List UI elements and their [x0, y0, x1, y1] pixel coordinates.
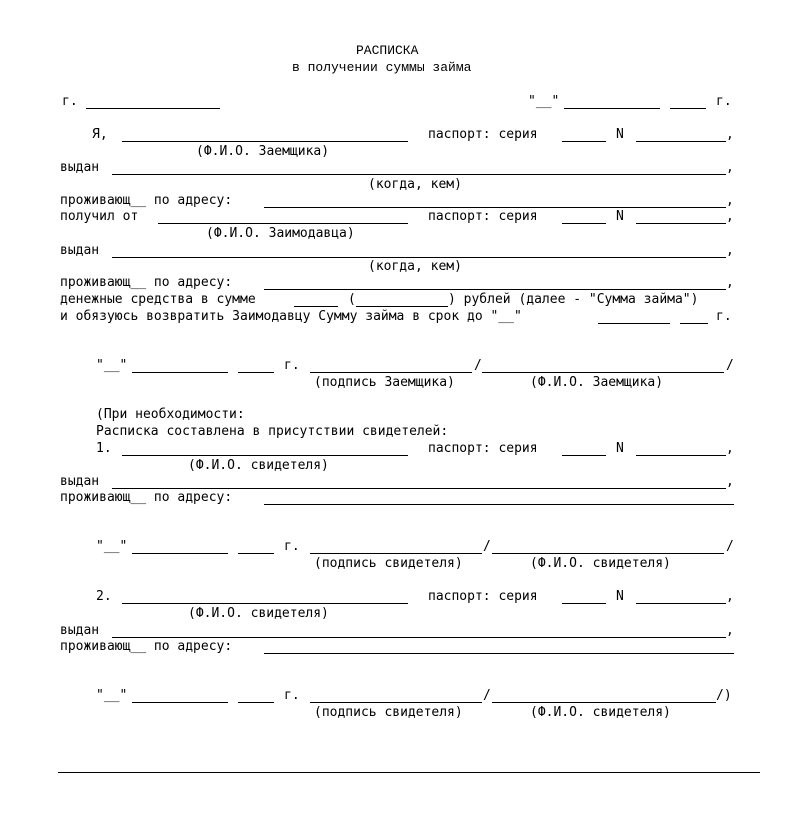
- amount-words-field[interactable]: [356, 306, 448, 307]
- borrower-issued-field[interactable]: [112, 174, 726, 175]
- witness-1-sig-year-field[interactable]: [238, 553, 274, 554]
- comma: ,: [726, 441, 734, 456]
- amount-paren-open: (: [348, 292, 356, 307]
- lender-received-from-label: получил от: [60, 209, 139, 224]
- witness-2-issued-label: выдан: [60, 623, 100, 638]
- borrower-signature-field[interactable]: [310, 372, 472, 373]
- comma: ,: [726, 193, 734, 208]
- borrower-passport-number-field[interactable]: [636, 141, 726, 142]
- borrower-sig-year-suffix: г.: [284, 358, 300, 373]
- slash: /: [483, 539, 491, 554]
- witness-2-residing-label: проживающ__ по адресу:: [60, 639, 233, 654]
- witness-2-passport-series-label: паспорт: серия: [428, 589, 538, 604]
- borrower-signature-caption: (подпись Заемщика): [314, 375, 455, 390]
- document-subtitle: в получении суммы займа: [292, 60, 472, 75]
- witness-2-passport-number-field[interactable]: [636, 603, 726, 604]
- amount-number-field[interactable]: [294, 306, 338, 307]
- borrower-issued-label: выдан: [60, 160, 100, 175]
- lender-issued-label: выдан: [60, 243, 100, 258]
- witness-2-signature-caption: (подпись свидетеля): [314, 705, 463, 720]
- repayment-year-field[interactable]: [680, 323, 708, 324]
- witness-2-issued-field[interactable]: [112, 637, 726, 638]
- borrower-sig-year-field[interactable]: [238, 372, 274, 373]
- borrower-sig-day-quote: "__": [96, 358, 128, 373]
- witnesses-drawn-up: Расписка составлена в присутствии свидетелей:: [96, 424, 449, 439]
- borrower-passport-series-label: паспорт: серия: [428, 127, 538, 142]
- witness-1-passport-series-field[interactable]: [562, 455, 606, 456]
- borrower-sig-month-field[interactable]: [132, 372, 228, 373]
- comma: ,: [726, 623, 734, 638]
- borrower-sig-fio-caption: (Ф.И.О. Заемщика): [530, 375, 664, 390]
- footer-divider: [58, 772, 760, 773]
- borrower-residing-label: проживающ__ по адресу:: [60, 193, 233, 208]
- borrower-address-field[interactable]: [264, 207, 726, 208]
- date-day-quote: "__": [528, 94, 560, 109]
- witness-1-sig-year-suffix: г.: [284, 539, 300, 554]
- witness-2-sig-year-field[interactable]: [238, 702, 274, 703]
- witness-1-issued-field[interactable]: [112, 488, 726, 489]
- slash: /: [726, 358, 734, 373]
- witness-1-fio-caption: (Ф.И.О. свидетеля): [188, 458, 329, 473]
- witness-1-passport-n-label: N: [616, 441, 624, 456]
- date-year-field[interactable]: [670, 108, 706, 109]
- witness-1-number: 1.: [96, 441, 112, 456]
- witness-1-signature-field[interactable]: [310, 553, 482, 554]
- city-field[interactable]: [86, 108, 220, 109]
- borrower-fio-caption: (Ф.И.О. Заемщика): [196, 144, 330, 159]
- comma: ,: [726, 275, 734, 290]
- borrower-passport-series-field[interactable]: [562, 141, 606, 142]
- witness-2-sig-day-quote: "__": [96, 688, 128, 703]
- witness-1-issued-label: выдан: [60, 474, 100, 489]
- comma: ,: [726, 209, 734, 224]
- witness-2-fio-field[interactable]: [122, 603, 408, 604]
- repayment-month-field[interactable]: [598, 323, 670, 324]
- witness-2-sig-year-suffix: г.: [284, 688, 300, 703]
- comma: ,: [726, 243, 734, 258]
- witness-1-sig-month-field[interactable]: [132, 553, 228, 554]
- lender-address-field[interactable]: [264, 289, 726, 290]
- borrower-sig-fio-field[interactable]: [482, 372, 724, 373]
- witness-2-signature-field[interactable]: [310, 702, 482, 703]
- comma: ,: [726, 474, 734, 489]
- witness-2-fio-caption: (Ф.И.О. свидетеля): [188, 606, 329, 621]
- slash: /: [483, 688, 491, 703]
- lender-issued-field[interactable]: [112, 257, 726, 258]
- city-prefix: г.: [62, 94, 78, 109]
- witness-1-end-mark: /: [726, 539, 734, 554]
- borrower-ya: Я,: [92, 127, 108, 142]
- lender-passport-series-field[interactable]: [562, 223, 606, 224]
- funds-in-sum-label: денежные средства в сумме: [60, 292, 256, 307]
- lender-fio-field[interactable]: [158, 223, 408, 224]
- witness-1-sig-day-quote: "__": [96, 539, 128, 554]
- lender-passport-series-label: паспорт: серия: [428, 209, 538, 224]
- witness-1-sig-fio-field[interactable]: [492, 553, 724, 554]
- witnesses-if-necessary: (При необходимости:: [96, 407, 245, 422]
- witness-2-passport-n-label: N: [616, 589, 624, 604]
- witness-1-fio-field[interactable]: [122, 455, 408, 456]
- comma: ,: [726, 160, 734, 175]
- date-month-field[interactable]: [564, 108, 660, 109]
- date-year-suffix: г.: [716, 94, 732, 109]
- witness-2-passport-series-field[interactable]: [562, 603, 606, 604]
- lender-passport-number-field[interactable]: [636, 223, 726, 224]
- witness-2-sig-month-field[interactable]: [132, 702, 228, 703]
- lender-when-by-whom-caption: (когда, кем): [368, 259, 462, 274]
- witness-2-address-field[interactable]: [264, 653, 734, 654]
- borrower-fio-field[interactable]: [122, 141, 408, 142]
- witness-2-sig-fio-field[interactable]: [492, 702, 716, 703]
- repayment-obligation-label: и обязуюсь возвратить Заимодавцу Сумму займа в срок до "__": [60, 309, 522, 324]
- witness-2-number: 2.: [96, 589, 112, 604]
- comma: ,: [726, 127, 734, 142]
- witness-1-signature-caption: (подпись свидетеля): [314, 556, 463, 571]
- slash: /: [474, 358, 482, 373]
- borrower-when-by-whom-caption: (когда, кем): [368, 177, 462, 192]
- lender-passport-n-label: N: [616, 209, 624, 224]
- witness-1-passport-series-label: паспорт: серия: [428, 441, 538, 456]
- witness-2-sig-fio-caption: (Ф.И.О. свидетеля): [530, 705, 671, 720]
- document-title: РАСПИСКА: [356, 43, 419, 58]
- witness-1-passport-number-field[interactable]: [636, 455, 726, 456]
- witness-2-end-mark: /): [716, 688, 732, 703]
- comma: ,: [726, 589, 734, 604]
- lender-fio-caption: (Ф.И.О. Заимодавца): [206, 226, 355, 241]
- witness-1-residing-label: проживающ__ по адресу:: [60, 490, 233, 505]
- lender-residing-label: проживающ__ по адресу:: [60, 275, 233, 290]
- repayment-year-suffix: г.: [716, 309, 732, 324]
- rubles-hereafter-label: ) рублей (далее - "Сумма займа"): [448, 292, 699, 307]
- witness-1-address-field[interactable]: [264, 504, 734, 505]
- witness-1-sig-fio-caption: (Ф.И.О. свидетеля): [530, 556, 671, 571]
- borrower-passport-n-label: N: [616, 127, 624, 142]
